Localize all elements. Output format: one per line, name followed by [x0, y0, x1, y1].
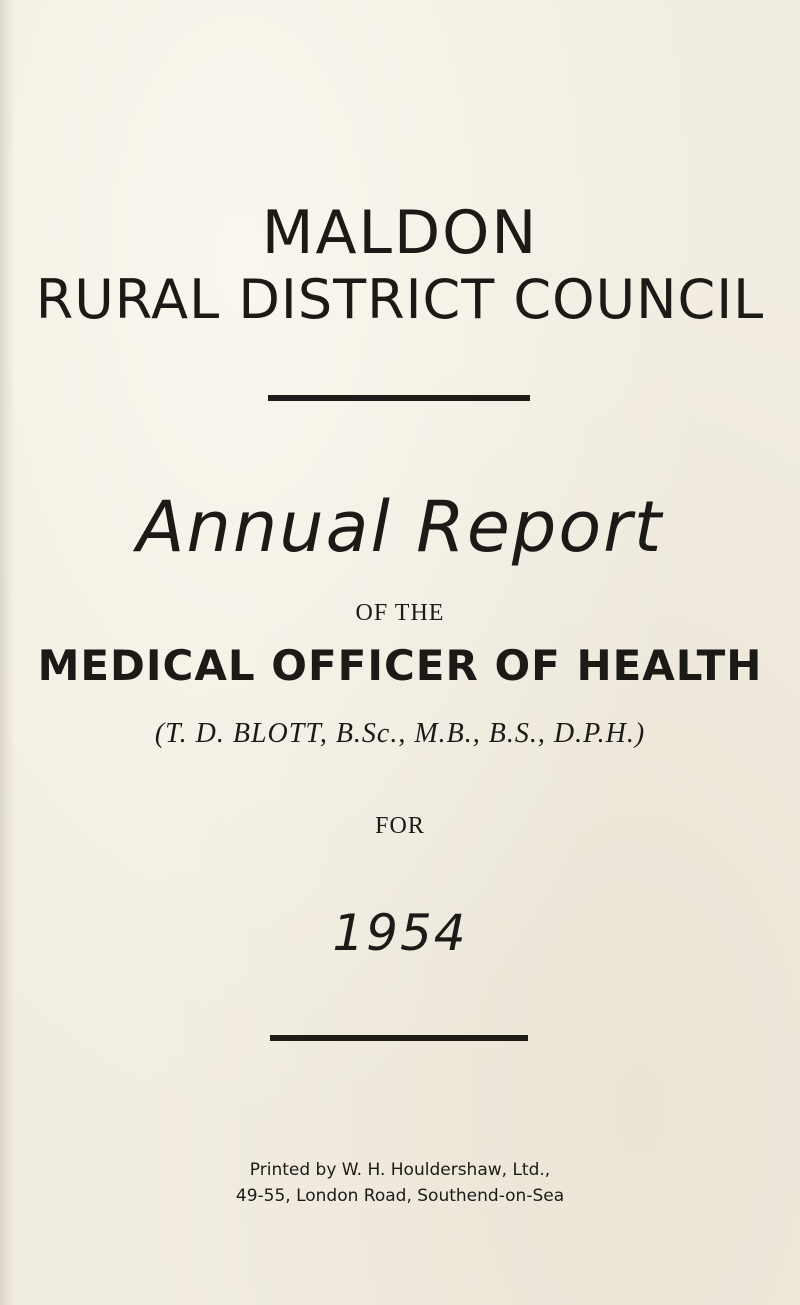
bottom-divider-rule	[270, 1035, 528, 1041]
for-label: FOR	[375, 813, 425, 839]
top-divider-rule	[268, 395, 530, 401]
report-subject: MEDICAL OFFICER OF HEALTH	[37, 641, 763, 690]
council-name-line-1: MALDON	[261, 198, 539, 268]
officer-credentials: (T. D. BLOTT, B.Sc., M.B., B.S., D.P.H.)	[154, 718, 646, 749]
of-the-label: OF THE	[355, 600, 445, 626]
printer-address: 49-55, London Road, Southend-on-Sea	[235, 1186, 565, 1206]
report-year: 1954	[332, 904, 468, 962]
printer-name: Printed by W. H. Houldershaw, Ltd.,	[249, 1160, 551, 1180]
report-heading: Annual Report	[136, 486, 664, 568]
council-name-line-2: RURAL DISTRICT COUNCIL	[35, 268, 765, 331]
